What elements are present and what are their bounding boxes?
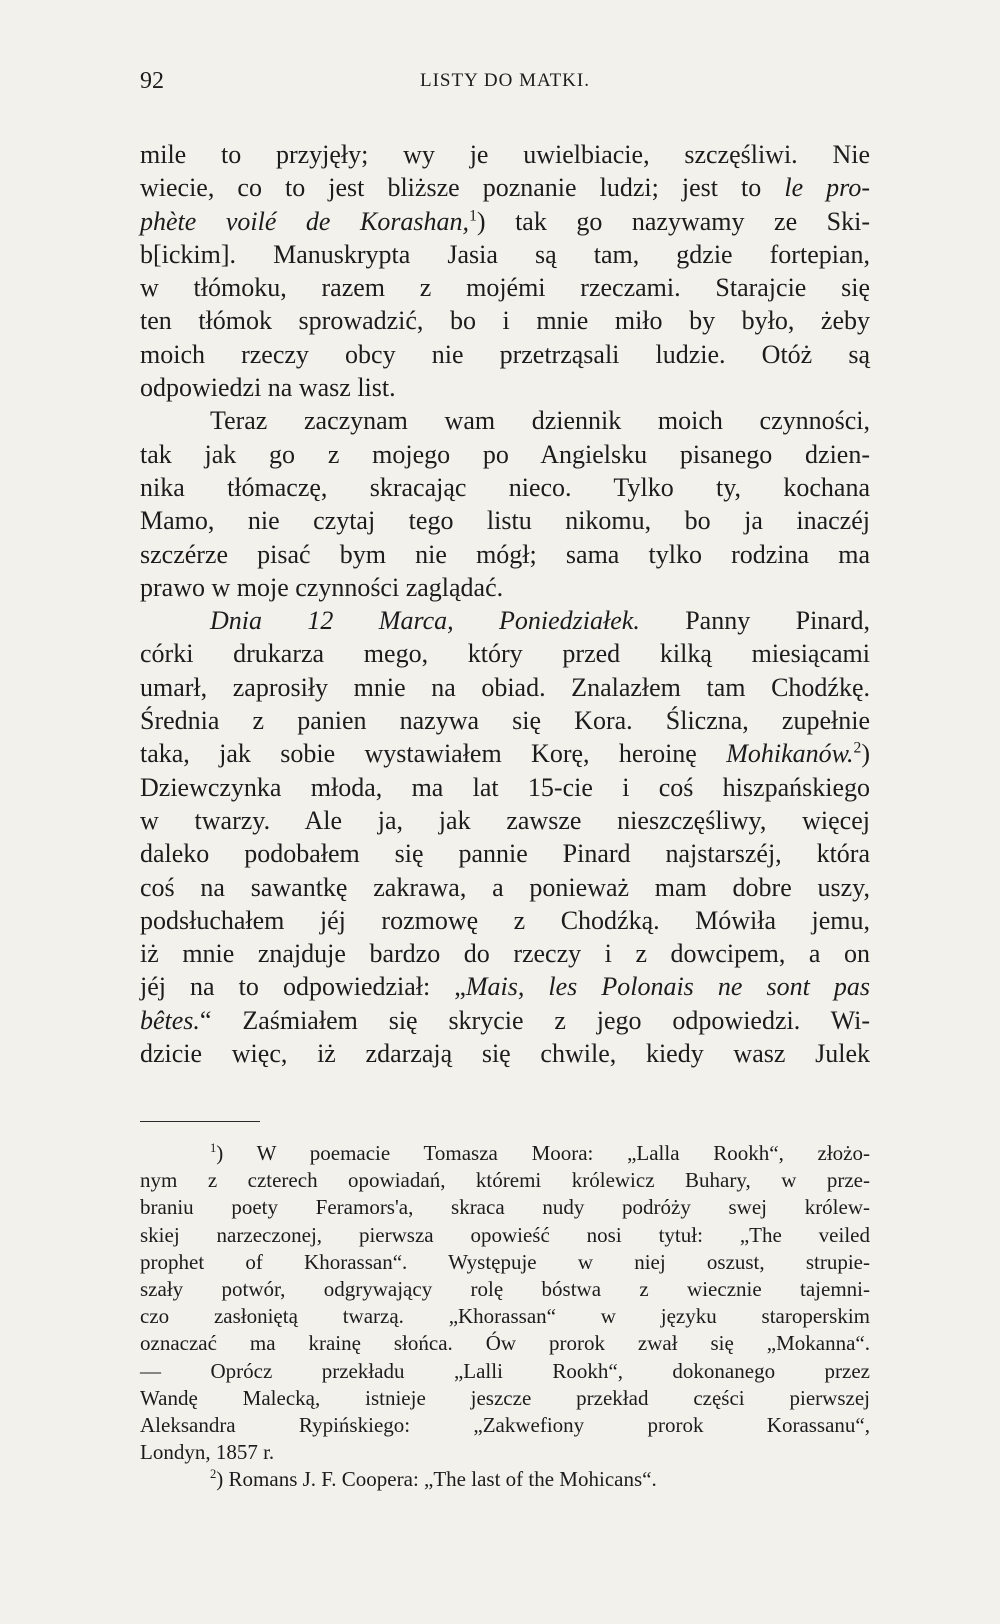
text-line — [140, 205, 870, 238]
page-number: 92 — [140, 68, 164, 94]
text-line: dzicie więc, iż zdarzają się chwile, kiedy wasz Julek — [140, 1039, 870, 1069]
footnote-line: Londyn, 1857 r. — [140, 1440, 275, 1465]
text-line: w tłómoku, razem z mojémi rzeczami. Starajcie się — [140, 273, 870, 303]
text-fragment: Romans J. F. Coopera: „The last of the Mohicans“. — [223, 1467, 657, 1492]
footnote-separator — [140, 1121, 260, 1122]
text-line: b[ickim]. Manuskrypta Jasia są tam, gdzie fortepian, — [140, 239, 870, 269]
text-line: iż mnie znajduje bardzo do rzeczy i z dowcipem, a on — [140, 939, 870, 969]
footnote-line: szały potwór, odgrywający rolę bóstwa z wiecznie tajemni- — [140, 1276, 870, 1301]
text-fragment: tak go nazywamy ze Ski- — [485, 206, 871, 236]
italic-fragment: Mais, les Polonais ne sont pas — [465, 972, 870, 1002]
italic-fragment: le pro- — [784, 173, 870, 203]
text-line: prawo w moje czynności zaglądać. — [140, 572, 504, 602]
footnote-ref-1: 1 — [469, 206, 477, 224]
text-line: umarł, zaprosiły mnie na obiad. Znalazłem tam Chodźkę. — [140, 672, 870, 702]
text-fragment: jéj na to odpowiedział: „ — [140, 972, 466, 1002]
text-line: w twarzy. Ale ja, jak zawsze nieszczęśliwy, więcej — [140, 805, 870, 835]
text-line: szczérze pisać bym nie mógł; sama tylko rodzina ma — [140, 539, 870, 569]
text-line — [140, 171, 870, 204]
text-fragment: ) — [216, 1467, 224, 1492]
text-fragment: taka, jak sobie wystawiałem Korę, heroinę — [140, 739, 727, 769]
text-line: Mamo, nie czytaj tego listu nikomu, bo ja inaczéj — [140, 506, 870, 536]
main-text — [140, 138, 870, 1070]
footnote-line: Aleksandra Rypińskiego: „Zakwefiony prorok Korassanu“, — [140, 1412, 870, 1437]
text-line: Teraz zaczynam wam dziennik moich czynności, — [210, 406, 870, 436]
text-fragment: “ Zaśmiałem się skrycie z jego odpowiedzi. Wi- — [199, 1005, 870, 1035]
footnote-line — [140, 1140, 870, 1167]
text-fragment: ) — [216, 1141, 224, 1165]
text-line: moich rzeczy obcy nie przetrząsali ludzie. Otóż są — [140, 339, 870, 369]
text-line — [140, 737, 870, 770]
text-line: tak jak go z mojego po Angielsku pisanego dzien- — [140, 439, 870, 469]
footnotes — [140, 1140, 870, 1493]
italic-fragment: bêtes. — [140, 1005, 200, 1035]
text-line — [140, 1004, 870, 1037]
text-fragment: ) — [476, 206, 486, 236]
text-fragment: Panny Pinard, — [639, 606, 870, 636]
text-fragment: W poemacie Tomasza Moora: „Lalla Rookh“, złożo- — [223, 1141, 870, 1165]
text-line: daleko podobałem się pannie Pinard najstarszéj, która — [140, 839, 870, 869]
footnote-line: braniu poety Feramors'a, skraca nudy podróży swej królew- — [140, 1195, 870, 1220]
text-line: ten tłómok sprowadzić, bo i mnie miło by było, żeby — [140, 306, 870, 336]
text-line — [140, 604, 870, 637]
footnote-line: Wandę Malecką, istnieje jeszcze przekład części pierwszej — [140, 1385, 870, 1410]
text-line: nika tłómaczę, skracając nieco. Tylko ty, kochana — [140, 472, 870, 502]
text-line: córki drukarza mego, który przed kilką miesiącami — [140, 639, 870, 669]
text-line: podsłuchałem jéj rozmowę z Chodźką. Mówiła jemu, — [140, 905, 870, 935]
footnote-line: oznaczać ma krainę słońca. Ów prorok zwał się „Mokanna“. — [140, 1331, 870, 1356]
text-line — [140, 970, 870, 1003]
text-fragment: wiecie, co to jest bliższe poznanie ludzi; jest to — [140, 173, 785, 203]
italic-fragment: phète voilé de Korashan, — [140, 206, 470, 236]
running-title: LISTY DO MATKI. — [420, 70, 590, 91]
footnote-ref-2: 2 — [853, 739, 862, 757]
italic-fragment: Mohikanów. — [726, 739, 854, 769]
footnote-line: skiej narzeczonej, pierwsza opowieść nosi tytuł: „The veiled — [140, 1222, 870, 1247]
footnote-line — [140, 1466, 870, 1493]
text-line: odpowiedzi na wasz list. — [140, 373, 396, 403]
page-header — [140, 64, 870, 104]
text-fragment: ) — [861, 739, 870, 769]
date-heading: Dnia 12 Marca, Poniedziałek. — [210, 606, 640, 636]
footnote-number-1: 1 — [210, 1141, 217, 1155]
text-line: Dziewczynka młoda, ma lat 15-cie i coś hiszpańskiego — [140, 772, 870, 802]
footnote-number-2: 2 — [210, 1467, 217, 1482]
text-line: mile to przyjęły; wy je uwielbiacie, szczęśliwi. Nie — [140, 140, 870, 169]
footnote-line: — Oprócz przekładu „Lalli Rookh“, dokonanego przez — [140, 1358, 870, 1383]
footnote-line: czo zasłoniętą twarzą. „Khorassan“ w języku staroperskim — [140, 1304, 870, 1329]
text-line: Średnia z panien nazywa się Kora. Śliczna, zupełnie — [140, 706, 870, 736]
text-line: coś na sawantkę zakrawa, a ponieważ mam dobre uszy, — [140, 872, 870, 902]
footnote-line: nym z czterech opowiadań, któremi królewicz Buhary, w prze- — [140, 1168, 870, 1193]
footnote-line: prophet of Khorassan“. Występuje w niej oszust, strupie- — [140, 1249, 870, 1274]
